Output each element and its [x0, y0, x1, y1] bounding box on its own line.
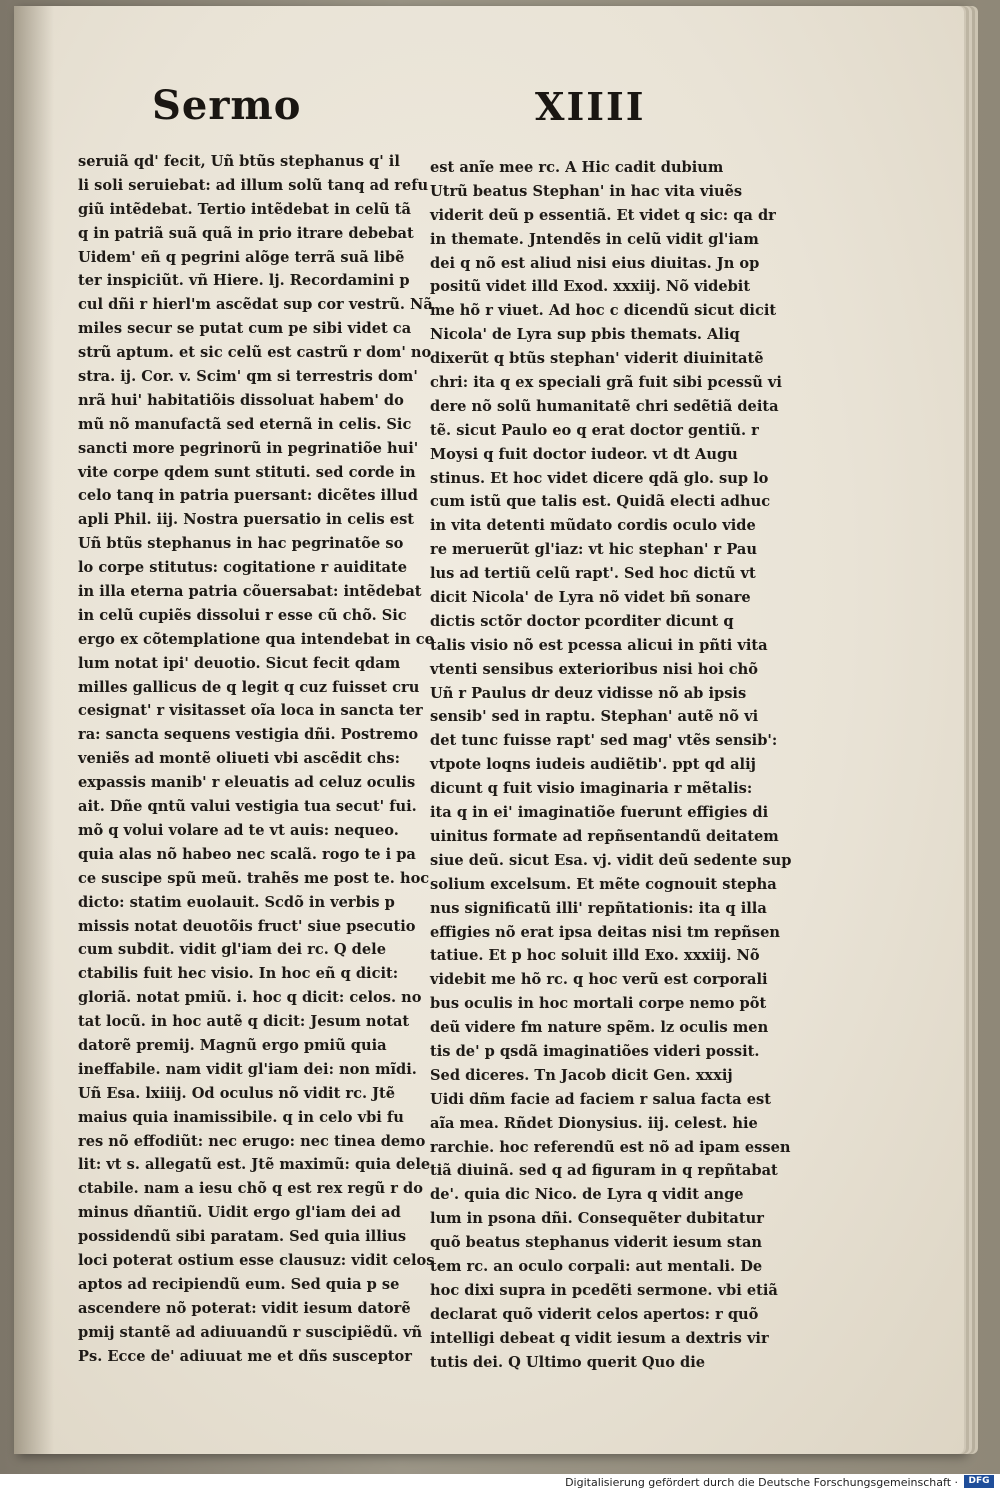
text-line-right: tiã diuinã. sed q ad figuram in q repñtabat — [430, 1162, 778, 1180]
text-line-left: lit: vt s. allegatũ est. Jtẽ maximũ: quia dele — [78, 1156, 431, 1174]
text-line-left: pmij stantẽ ad adiuuandũ r suscipiẽdũ. vñ — [78, 1323, 423, 1341]
text-line-left: cul dñi r hierl'm ascẽdat sup cor vestrũ. Nã — [78, 296, 433, 314]
text-line-right: re meruerũt gl'iaz: vt hic stephan' r Pau — [430, 541, 757, 559]
text-line-right: lum in psona dñi. Consequẽter dubitatur — [430, 1210, 764, 1228]
running-head-title: Sermo — [152, 82, 302, 129]
text-line-left: Uñ Esa. lxiiij. Od oculus nõ vidit rc. Jtẽ — [78, 1084, 396, 1102]
text-line-right: vtpote loqns iudeis audiẽtib'. ppt qd alij — [430, 756, 756, 774]
text-line-right: aĩa mea. Rñdet Dionysius. iij. celest. hie — [430, 1114, 758, 1132]
text-line-left: dicto: statim euolauit. Scdõ in verbis p — [78, 893, 395, 911]
text-line-right: Nicola' de Lyra sup pbis themats. Aliq — [430, 326, 740, 344]
text-line-left: maius quia inamissibile. q in celo vbi fu — [78, 1108, 404, 1126]
text-line-right: lus ad tertiũ celũ rapt'. Sed hoc dictũ vt — [430, 565, 756, 583]
text-line-left: veniẽs ad montẽ oliueti vbi ascẽdit chs: — [78, 750, 401, 768]
text-line-left: ergo ex cõtemplatione qua intendebat in ce — [78, 630, 434, 648]
text-line-right: dicunt q fuit visio imaginaria r mẽtalis: — [430, 780, 753, 798]
text-line-right: stinus. Et hoc videt dicere qdã glo. sup lo — [430, 469, 769, 487]
text-line-right: intelligi debeat q vidit iesum a dextris vir — [430, 1329, 769, 1347]
text-line-left: milles gallicus de q legit q cuz fuisset cru — [78, 678, 420, 696]
text-line-left: mũ nõ manufactã sed eternã in celis. Sic — [78, 415, 412, 433]
text-line-right: quõ beatus stephanus viderit iesum stan — [430, 1234, 763, 1252]
text-line-left: possidendũ sibi paratam. Sed quia illius — [78, 1228, 407, 1246]
text-line-left: q in patriã suã quã in prio itrare debebat — [78, 224, 414, 242]
text-line-right: Uñ r Paulus dr deuz vidisse nõ ab ipsis — [430, 684, 747, 702]
text-line-left: ter inspiciũt. vñ Hiere. lj. Recordamini p — [78, 272, 410, 290]
text-line-right: chri: ita q ex speciali grã fuit sibi pcessũ vi — [430, 374, 782, 392]
text-line-left: nrã hui' habitatiõis dissoluat habem' do — [78, 391, 404, 409]
text-line-left: res nõ effodiũt: nec erugo: nec tinea demo — [78, 1132, 426, 1150]
folio-number: XIIII — [535, 84, 646, 129]
text-line-left: loci poterat ostium esse clausuz: vidit celos — [78, 1251, 435, 1269]
text-line-right: me hõ r viuet. Ad hoc c dicendũ sicut dicit — [430, 302, 777, 320]
text-line-left: aptos ad recipiendũ eum. Sed quia p se — [78, 1275, 400, 1293]
text-line-left: missis notat deuotõis fruct' siue psecutio — [78, 917, 416, 935]
text-line-right: effigies nõ erat ipsa deitas nisi tm repñsen — [430, 923, 781, 941]
text-line-left: li soli seruiebat: ad illum solũ tanq ad refu — [78, 176, 429, 194]
text-line-right: tis de' p qsdã imaginatiões videri possit. — [430, 1042, 760, 1060]
text-line-left: cum subdit. vidit gl'iam dei rc. Q dele — [78, 941, 386, 959]
text-line-right: tutis dei. Q Ultimo querit Quo die — [430, 1353, 706, 1371]
text-line-left: miles secur se putat cum pe sibi videt ca — [78, 320, 412, 338]
text-line-right: Moysi q fuit doctor iudeor. vt dt Augu — [430, 445, 738, 463]
text-line-right: positũ videt illd Exod. xxxiij. Nõ videbit — [430, 278, 751, 296]
text-line-left: expassis manib' r eleuatis ad celuz oculis — [78, 774, 416, 792]
text-line-right: Utrũ beatus Stephan' in hac vita viuẽs — [430, 182, 743, 200]
text-line-left: giũ intẽdebat. Tertio intẽdebat in celũ tã — [78, 200, 411, 218]
text-line-left: cesignat' r visitasset oĩa loca in sancta ter — [78, 702, 423, 720]
text-line-left: ait. Dñe qntũ valui vestigia tua secut' fui. — [78, 798, 417, 816]
digitization-credit: Digitalisierung gefördert durch die Deutsche Forschungsgemeinschaft · — [565, 1476, 958, 1489]
text-line-left: Uidem' eñ q pegrini alõge terrã suã libẽ — [78, 248, 405, 266]
text-line-left: datorẽ premij. Magnũ ergo pmiũ quia — [78, 1036, 387, 1054]
text-line-right: nus significatũ illi' repñtationis: ita q illa — [430, 899, 767, 917]
text-line-left: celo tanq in patria puersant: dicẽtes illud — [78, 487, 418, 505]
text-line-left: lum notat ipi' deuotio. Sicut fecit qdam — [78, 654, 401, 672]
text-line-left: sancti more pegrinorũ in pegrinatiõe hui' — [78, 439, 419, 457]
text-line-right: talis visio nõ est pcessa alicui in pñti vita — [430, 636, 768, 654]
text-line-left: tat locũ. in hoc autẽ q dicit: Jesum notat — [78, 1013, 410, 1031]
text-line-right: viderit deũ p essentiã. Et videt q sic: qa dr — [430, 206, 776, 224]
text-line-right: tem rc. an oculo corpali: aut mentali. De — [430, 1257, 763, 1275]
text-line-right: ita q in ei' imaginatiõe fuerunt effigies di — [430, 804, 769, 822]
text-line-right: solium excelsum. Et mẽte cognouit stepha — [430, 875, 777, 893]
text-line-right: declarat quõ viderit celos apertos: r quõ — [430, 1305, 759, 1323]
text-line-left: strũ aptum. et sic celũ est castrũ r dom' no — [78, 344, 432, 362]
text-line-right: dere nõ solũ humanitatẽ chri sedẽtiã deita — [430, 397, 779, 415]
text-line-left: ctabile. nam a iesu chõ q est rex regũ r do — [78, 1180, 423, 1198]
text-line-left: ctabilis fuit hec visio. In hoc eñ q dicit: — [78, 965, 399, 983]
text-line-left: apli Phil. iij. Nostra puersatio in celis est — [78, 511, 415, 529]
text-line-right: cum istũ que talis est. Quidã electi adhuc — [430, 493, 771, 511]
text-line-right: deũ videre fm nature spẽm. lz oculis men — [430, 1019, 769, 1037]
text-line-left: stra. ij. Cor. v. Scim' qm si terrestris dom' — [78, 368, 418, 386]
text-line-left: in illa eterna patria cõuersabat: intẽdebat — [78, 583, 422, 601]
text-line-right: rarchie. hoc referendũ est nõ ad ipam essen — [430, 1138, 791, 1156]
text-line-right: dei q nõ est aliud nisi eius diuitas. Jn op — [430, 254, 760, 272]
text-line-left: ascendere nõ poterat: vidit iesum datorẽ — [78, 1299, 411, 1317]
text-line-right: Sed diceres. Tn Jacob dicit Gen. xxxij — [430, 1066, 733, 1084]
text-line-left: in celũ cupiẽs dissolui r esse cũ chõ. Sic — [78, 606, 407, 624]
text-line-left: ce suscipe spũ meũ. trahẽs me post te. hoc — [78, 869, 430, 887]
text-line-left: ineffabile. nam vidit gl'iam dei: non mĩdi. — [78, 1060, 417, 1078]
text-line-left: vite corpe qdem sunt stituti. sed corde in — [78, 463, 416, 481]
text-line-right: vtenti sensibus exterioribus nisi hoi chõ — [430, 660, 758, 678]
text-line-right: videbit me hõ rc. q hoc verũ est corporali — [430, 971, 768, 989]
text-line-right: dixerũt q btũs stephan' viderit diuinitatẽ — [430, 350, 764, 368]
text-column-right — [430, 156, 792, 1371]
text-line-right: tatiue. Et p hoc soluit illd Exo. xxxiij. Nõ — [430, 947, 760, 965]
text-line-right: sensib' sed in raptu. Stephan' autẽ nõ vi — [430, 708, 759, 726]
text-line-right: dicit Nicola' de Lyra nõ videt bñ sonare — [430, 589, 751, 607]
text-line-right: in themate. Jntendẽs in celũ vidit gl'iam — [430, 230, 759, 248]
text-line-right: tẽ. sicut Paulo eo q erat doctor gentiũ. r — [430, 421, 759, 439]
text-line-left: Ps. Ecce de' adiuuat me et dñs susceptor — [78, 1347, 412, 1365]
text-line-left: quia alas nõ habeo nec scalã. rogo te i pa — [78, 845, 416, 863]
text-line-right: in vita detenti mũdato cordis oculo vide — [430, 517, 756, 535]
text-line-right: Uidi dñm facie ad faciem r salua facta est — [430, 1090, 771, 1108]
text-line-left: gloriã. notat pmiũ. i. hoc q dicit: celos. no — [78, 989, 422, 1007]
text-line-right: uinitus formate ad repñsentandũ deitatem — [430, 827, 779, 845]
text-line-left: mõ q volui volare ad te vt auis: nequeo. — [78, 821, 399, 839]
text-line-right: hoc dixi supra in pcedẽti sermone. vbi etiã — [430, 1281, 778, 1299]
text-line-left: Uñ btũs stephanus in hac pegrinatõe so — [78, 535, 404, 553]
text-line-left: seruiã qd' fecit, Uñ btũs stephanus q' il — [78, 153, 400, 170]
text-line-right: est anĩe mee rc. A Hic cadit dubium — [430, 159, 724, 176]
text-column-left — [78, 150, 435, 1365]
text-line-right: bus oculis in hoc mortali corpe nemo põt — [430, 995, 767, 1013]
text-line-right: de'. quia dic Nico. de Lyra q vidit ange — [430, 1186, 744, 1204]
text-line-left: minus dñantiũ. Uidit ergo gl'iam dei ad — [78, 1204, 401, 1222]
text-line-right: det tunc fuisse rapt' sed mag' vtẽs sensib': — [430, 732, 778, 750]
page-gutter-shadow — [14, 6, 54, 1454]
text-line-left: lo corpe stitutus: cogitatione r auiditate — [78, 559, 408, 577]
text-line-right: dictis sctõr doctor pcorditer dicunt q — [430, 612, 734, 630]
text-line-right: siue deũ. sicut Esa. vj. vidit deũ sedente sup — [430, 851, 792, 869]
text-line-left: ra: sancta sequens vestigia dñi. Postremo — [78, 726, 419, 744]
dfg-logo: DFG — [964, 1475, 994, 1488]
